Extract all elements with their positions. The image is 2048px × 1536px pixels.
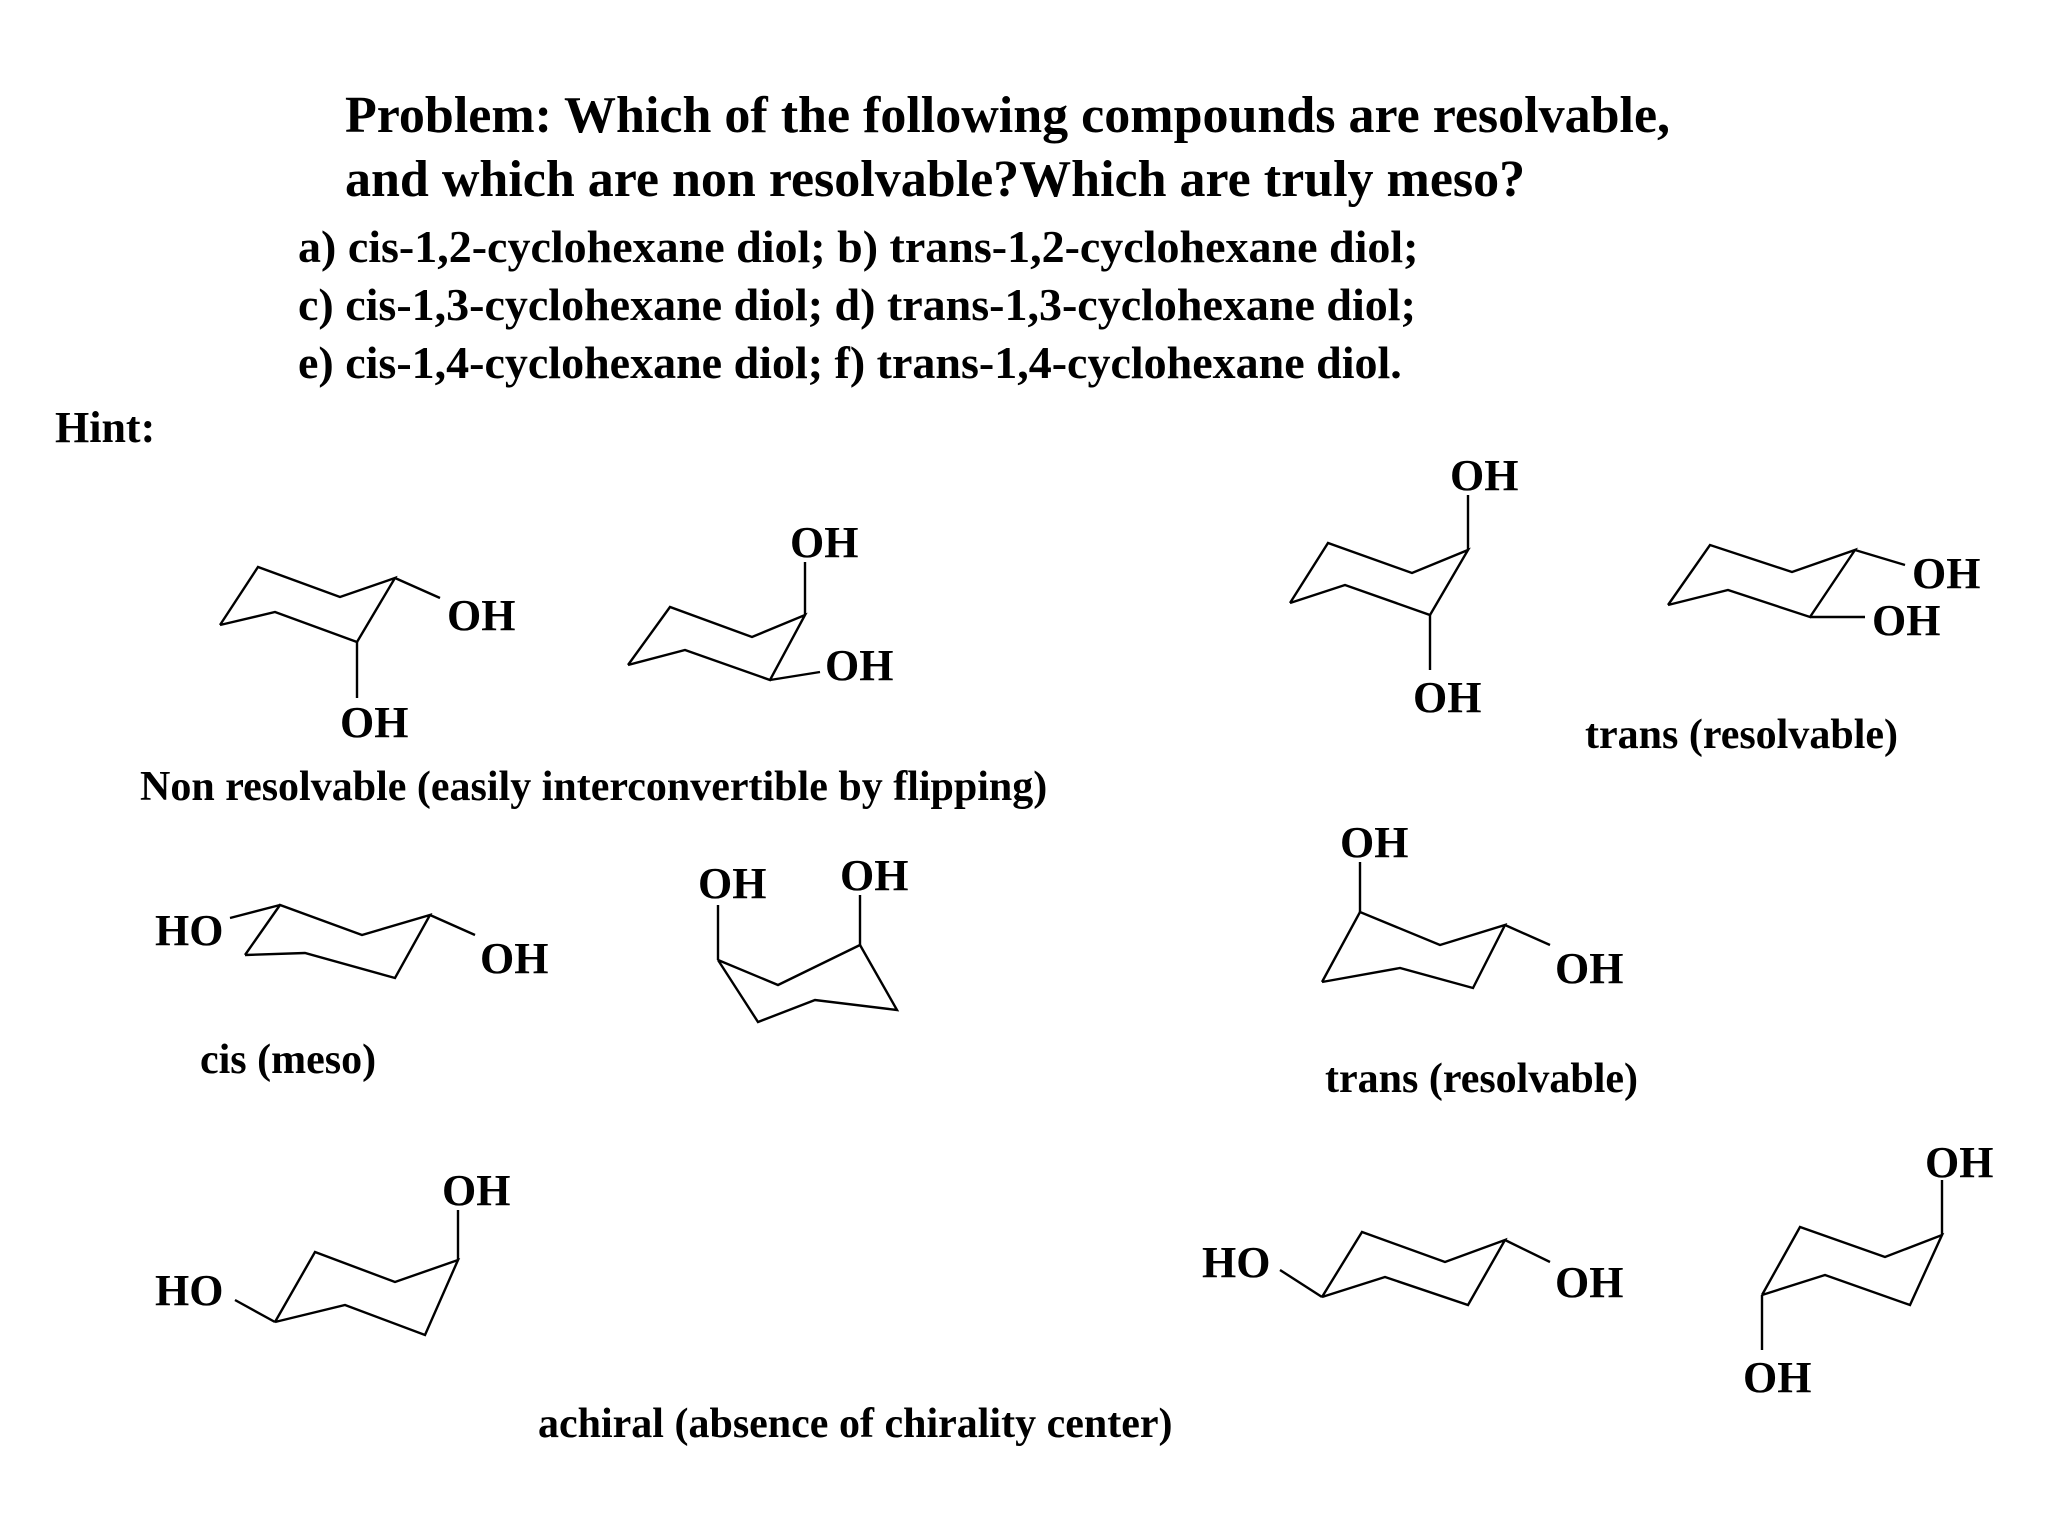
oh-label: OH — [1872, 596, 1941, 645]
cis-1-4-diol-chair — [155, 1166, 510, 1335]
problem-title-line-1: Problem: Which of the following compounds are resolvable, — [345, 87, 1671, 144]
problem-title-line-2: and which are non resolvable?Which are truly meso? — [345, 151, 1526, 208]
oh-label: OH — [790, 518, 859, 567]
trans-1-2-diol-chair-a — [1290, 451, 1518, 722]
trans-1-3-diol-chair — [1322, 818, 1623, 993]
ho-label: HO — [155, 906, 224, 955]
oh-label: OH — [1450, 451, 1519, 500]
ho-label: HO — [1202, 1238, 1271, 1287]
oh-bond — [1505, 1240, 1550, 1262]
cyclohexane-ring — [1322, 912, 1505, 988]
options-line-2: c) cis-1,3-cyclohexane diol; d) trans-1,3-cyclohexane diol; — [298, 279, 1416, 330]
caption-cis-meso: cis (meso) — [200, 1037, 377, 1083]
cis-1-3-diol-chair-b — [698, 851, 908, 1022]
ho-bond — [1280, 1270, 1322, 1297]
oh-label: OH — [442, 1166, 511, 1215]
cis-1-2-diol-chair-b — [628, 518, 893, 690]
oh-label: OH — [1743, 1353, 1812, 1402]
trans-1-2-diol-chair-b — [1668, 545, 1980, 645]
oh-label: OH — [447, 591, 516, 640]
oh-bond — [395, 578, 440, 598]
oh-bond — [1855, 550, 1905, 565]
oh-label: OH — [825, 641, 894, 690]
cyclohexane-ring — [1290, 543, 1468, 615]
options-line-3: e) cis-1,4-cyclohexane diol; f) trans-1,4-cyclohexane diol. — [298, 337, 1402, 388]
cyclohexane-ring — [1762, 1227, 1942, 1305]
cyclohexane-ring — [1668, 545, 1855, 617]
oh-bond — [1505, 925, 1550, 945]
cyclohexane-ring — [220, 567, 395, 642]
cyclohexane-ring — [628, 607, 805, 680]
oh-label: OH — [1925, 1138, 1994, 1187]
cis-1-2-diol-chair-a — [220, 567, 515, 747]
caption-trans-1-2: trans (resolvable) — [1585, 712, 1899, 758]
trans-1-4-diol-chair-a — [1202, 1232, 1623, 1307]
oh-label: OH — [840, 851, 909, 900]
ho-bond — [235, 1300, 275, 1322]
oh-label: OH — [1555, 944, 1624, 993]
ho-label: HO — [155, 1266, 224, 1315]
hint-label: Hint: — [55, 403, 156, 452]
oh-label: OH — [1912, 549, 1981, 598]
options-line-1: a) cis-1,2-cyclohexane diol; b) trans-1,2-cyclohexane diol; — [298, 221, 1419, 272]
caption-achiral: achiral (absence of chirality center) — [538, 1401, 1173, 1447]
oh-label: OH — [480, 934, 549, 983]
oh-bond — [430, 915, 475, 935]
oh-label: OH — [1555, 1258, 1624, 1307]
oh-bond — [770, 672, 820, 680]
trans-1-4-diol-chair-b — [1743, 1138, 1993, 1402]
cyclohexane-ring — [275, 1252, 458, 1335]
cyclohexane-ring — [718, 945, 897, 1022]
cyclohexane-ring — [1322, 1232, 1505, 1305]
caption-trans-1-3: trans (resolvable) — [1325, 1056, 1639, 1102]
oh-label: OH — [340, 698, 409, 747]
caption-non-resolvable: Non resolvable (easily interconvertible by flipping) — [140, 764, 1048, 810]
oh-label: OH — [1413, 673, 1482, 722]
cis-1-3-diol-chair-a — [155, 905, 548, 983]
cyclohexane-ring — [245, 905, 430, 978]
oh-label: OH — [1340, 818, 1409, 867]
oh-label: OH — [698, 859, 767, 908]
